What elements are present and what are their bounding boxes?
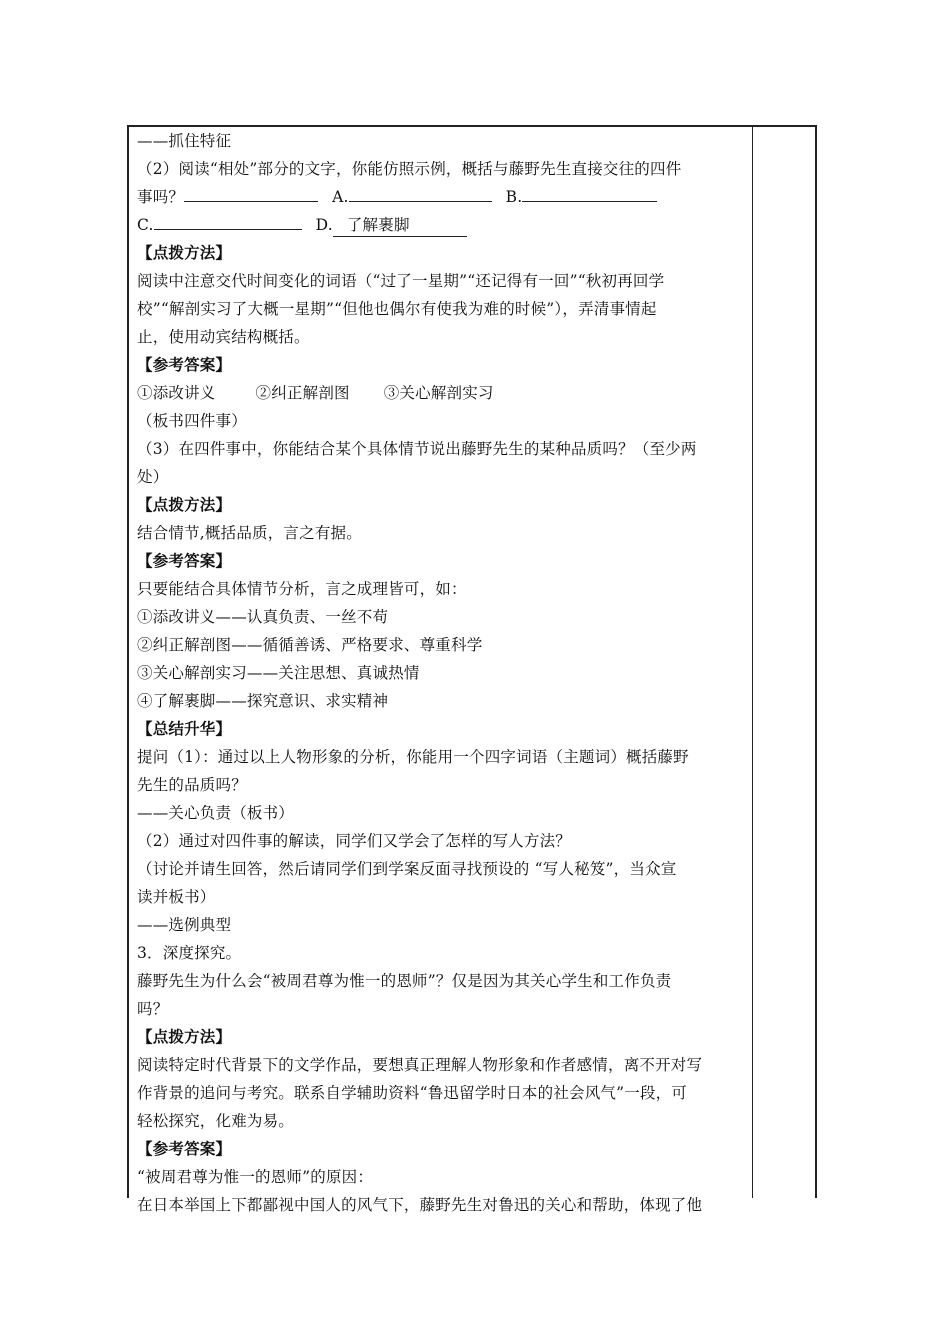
answer-list — [137, 379, 745, 407]
text-line: 先生的品质吗？ — [137, 776, 247, 794]
text-line: 阅读特定时代背景下的文学作品，要想真正理解人物形象和作者感情，离不开对写 — [137, 1056, 703, 1074]
answer-item: ③关心解剖实习 — [383, 384, 494, 402]
text-line: 提问（1）：通过以上人物形象的分析，你能用一个四字词语（主题词）概括藤野 — [137, 748, 689, 766]
text-line: 藤野先生为什么会“被周君尊为惟一的恩师”？仅是因为其关心学生和工作负责 — [137, 972, 672, 990]
text-line: 轻松探究，化难为易。 — [137, 1112, 295, 1130]
question-2-blanks — [137, 183, 745, 211]
question-2: （2）阅读“相处”部分的文字，你能仿照示例，概括与藤野先生直接交往的四件 — [137, 160, 682, 178]
text-line: ——关心负责（板书） — [137, 804, 295, 822]
blank-example[interactable] — [184, 183, 318, 202]
answer-item: ②纠正解剖图 — [255, 384, 350, 402]
text-line: （2）通过对四件事的解读，同学们又学会了怎样的写人方法？ — [137, 832, 571, 850]
list-item: ②纠正解剖图——循循善诱、严格要求、尊重科学 — [137, 636, 483, 654]
text-line: （板书四件事） — [137, 412, 247, 430]
text-line: ——抓住特征 — [137, 132, 232, 150]
blank-label-b: B. — [505, 188, 523, 206]
text-line: 止，使用动宾结构概括。 — [137, 328, 310, 346]
blank-a[interactable] — [349, 183, 492, 202]
list-item: ④了解裹脚——探究意识、求实精神 — [137, 692, 389, 710]
list-item: ③关心解剖实习——关注思想、真诚热情 — [137, 664, 420, 682]
lesson-content — [137, 127, 745, 1219]
blank-label-a: A. — [332, 188, 349, 206]
blank-c[interactable] — [154, 211, 302, 230]
answer-item: ①添改讲义 — [137, 384, 216, 402]
column-divider — [752, 127, 753, 1198]
blank-label-c: C. — [137, 216, 154, 234]
section-heading: 【点拨方法】 — [137, 243, 232, 262]
section-heading: 【参考答案】 — [137, 1139, 232, 1158]
section-heading: 【点拨方法】 — [137, 495, 232, 514]
text-line: 作背景的追问与考究。联系自学辅助资料“鲁迅留学时日本的社会风气”一段，可 — [137, 1084, 688, 1102]
text-line: 校”“解剖实习了大概一星期”“但他也偶尔有使我为难的时候”），弄清事情起 — [137, 300, 657, 318]
section-heading: 【参考答案】 — [137, 355, 232, 374]
text-line: 吗？ — [137, 1000, 169, 1018]
text-line: 处） — [137, 468, 169, 486]
lesson-table — [127, 125, 817, 1214]
question-2-suffix: 事吗？ — [137, 188, 185, 206]
text-line: 只要能结合具体情节分析，言之成理皆可，如： — [137, 580, 467, 598]
list-item: ①添改讲义——认真负责、一丝不苟 — [137, 608, 389, 626]
section-heading: 【点拨方法】 — [137, 1027, 232, 1046]
blank-b[interactable] — [522, 183, 657, 202]
section-heading: 【总结升华】 — [137, 719, 232, 738]
text-line: ——选例典型 — [137, 916, 232, 934]
blank-d-filled: 了解裹脚 — [333, 214, 467, 237]
question-3: （3）在四件事中，你能结合某个具体情节说出藤野先生的某种品质吗？（至少两 — [137, 440, 697, 458]
text-line: （讨论并请生回答，然后请同学们到学案反面寻找预设的 “写人秘笈”，当众宣 — [137, 860, 677, 878]
blank-label-d: D. — [315, 216, 333, 234]
text-line: 阅读中注意交代时间变化的词语（“过了一星期”“还记得有一回”“秋初再回学 — [137, 272, 665, 290]
text-line: “被周君尊为惟一的恩师”的原因： — [137, 1168, 374, 1186]
text-line: 结合情节,概括品质，言之有据。 — [137, 524, 362, 542]
text-line: 在日本举国上下都鄙视中国人的风气下，藤野先生对鲁迅的关心和帮助，体现了他 — [137, 1196, 703, 1214]
section-title: 3．深度探究。 — [137, 944, 242, 962]
text-line: 读并板书） — [137, 888, 216, 906]
question-2-blanks-2 — [137, 211, 745, 239]
section-heading: 【参考答案】 — [137, 551, 232, 570]
